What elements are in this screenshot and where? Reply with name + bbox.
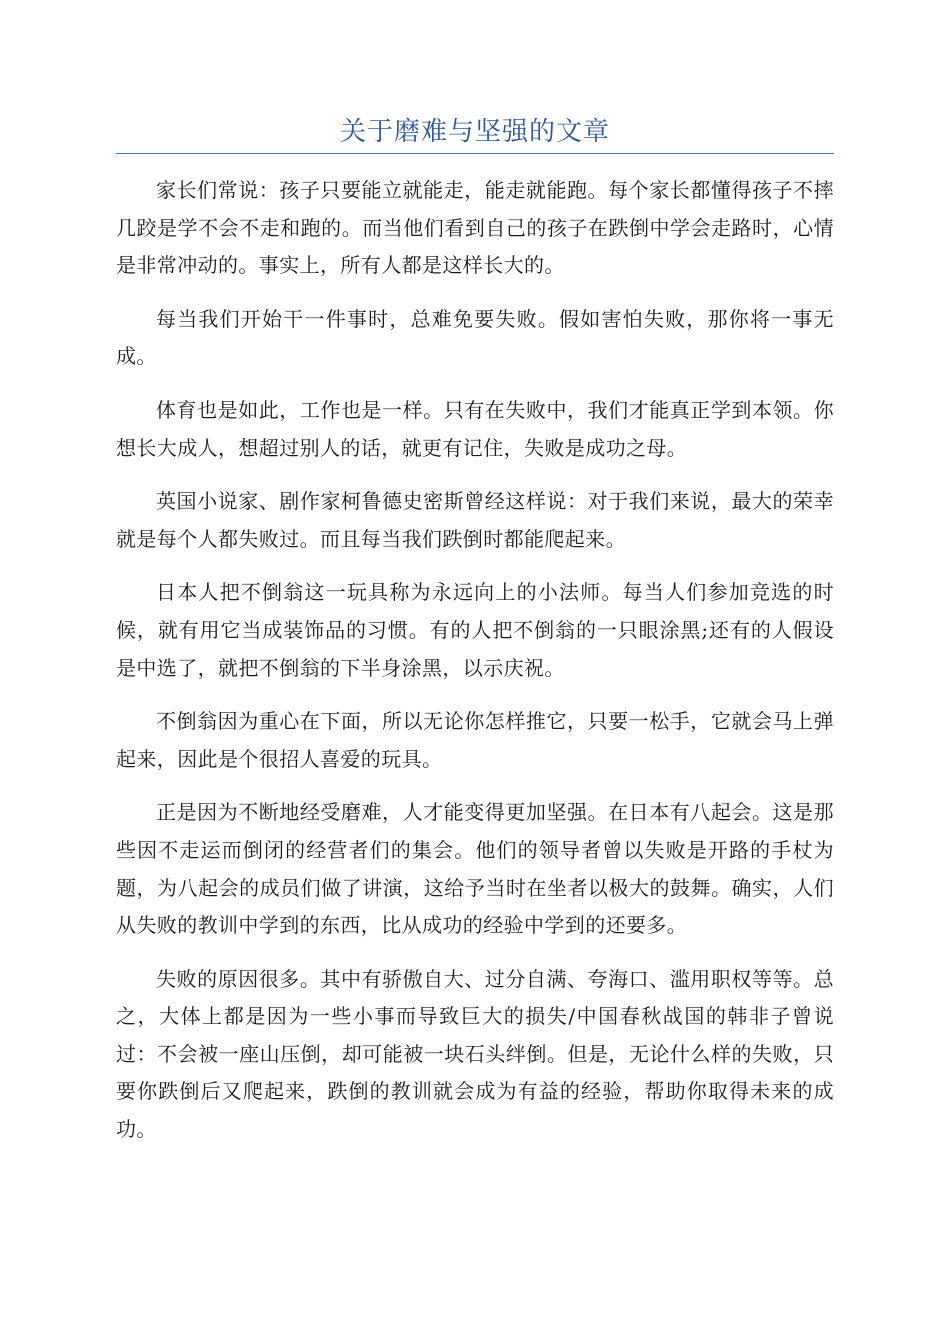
paragraph-5: 日本人把不倒翁这一玩具称为永远向上的小法师。每当人们参加竞选的时候，就有用它当成装饰品的习惯。有的人把不倒翁的一只眼涂黑;还有的人假设是中选了，就把不倒翁的下半身涂黑，以示庆祝。 xyxy=(116,580,834,680)
paragraph-2: 每当我们开始干一件事时，总难免要失败。假如害怕失败，那你将一事无成。 xyxy=(116,306,834,369)
paragraph-8: 失败的原因很多。其中有骄傲自大、过分自满、夸海口、滥用职权等等。总之，大体上都是因为一些小事而导致巨大的损失/中国春秋战国的韩非子曾说过：不会被一座山压倒，却可能被一块石头绊倒。但是，无论什么样的失败，只要你跌倒后又爬起来，跌倒的教训就会成为有益的经验，帮助你取得未来的成功。 xyxy=(116,966,834,1142)
title-underline xyxy=(116,153,834,154)
paragraph-1: 家长们常说：孩子只要能立就能走，能走就能跑。每个家长都懂得孩子不摔几跤是学不会不走和跑的。而当他们看到自己的孩子在跌倒中学会走路时，心情是非常冲动的。事实上，所有人都是这样长大的。 xyxy=(116,178,834,278)
article-body xyxy=(116,172,834,1165)
paragraph-4: 英国小说家、剧作家柯鲁德史密斯曾经这样说：对于我们来说，最大的荣幸就是每个人都失败过。而且每当我们跌倒时都能爬起来。 xyxy=(116,489,834,551)
paragraph-7: 正是因为不断地经受磨难，人才能变得更加坚强。在日本有八起会。这是那些因不走运而倒闭的经营者们的集会。他们的领导者曾以失败是开路的手杖为题，为八起会的成员们做了讲演，这给予当时在坐者以极大的鼓舞。确实，人们从失败的教训中学到的东西，比从成功的经验中学到的还要多。 xyxy=(116,800,834,938)
paragraph-3: 体育也是如此，工作也是一样。只有在失败中，我们才能真正学到本领。你想长大成人，想超过别人的话，就更有记住，失败是成功之母。 xyxy=(116,397,834,460)
paragraph-6: 不倒翁因为重心在下面，所以无论你怎样推它，只要一松手，它就会马上弹起来，因此是个很招人喜爱的玩具。 xyxy=(116,709,834,771)
page-title: 关于磨难与坚强的文章 xyxy=(339,117,610,147)
